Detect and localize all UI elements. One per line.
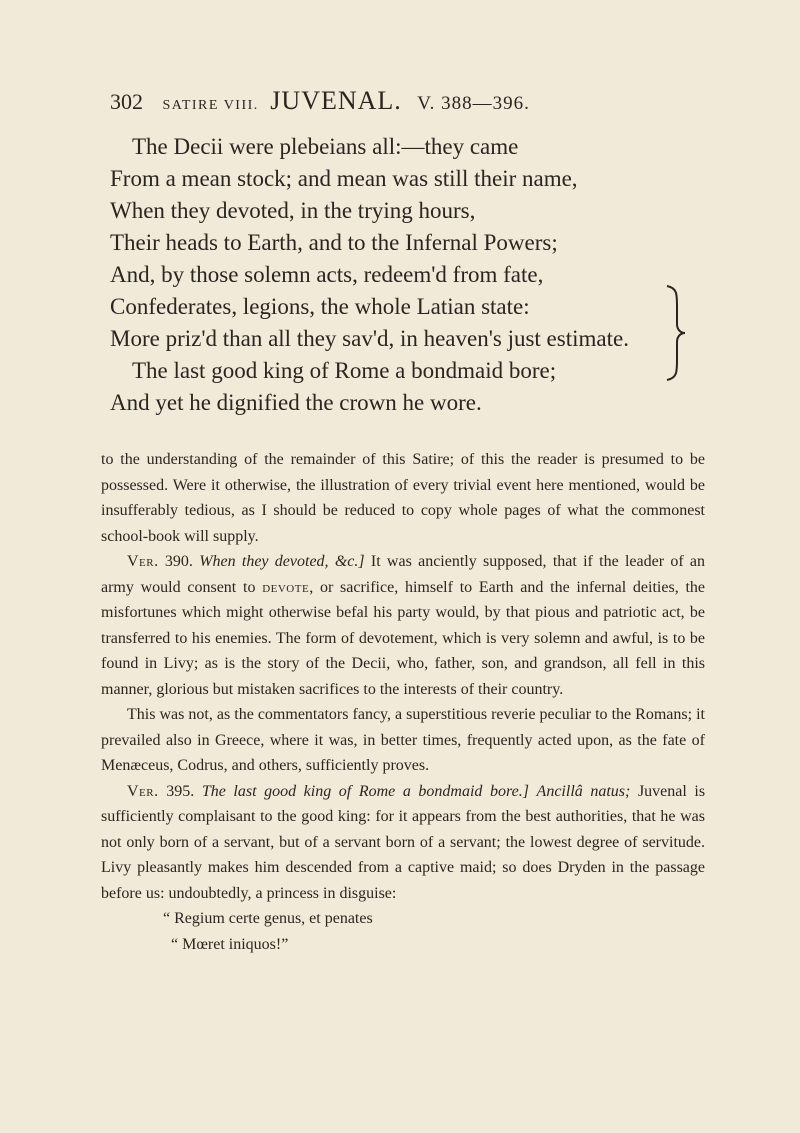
note-paragraph: This was not, as the commentators fancy, a superstitious reverie peculiar to the Romans; it prevailed also in Greece, where it was, in better times, frequently acted upon, as the fate of Menæceus, Codrus, and others, sufficiently proves.	[101, 706, 705, 774]
poem-line: When they devoted, in the trying hours,	[110, 198, 476, 223]
poem-line: And yet he dignified the crown he wore.	[110, 390, 482, 415]
ver-label: Ver.	[127, 553, 159, 570]
note-paragraph: to the understanding of the remainder of this Satire; of this the reader is presumed to be possessed. Were it otherwise, the illustration of every trivial event here mentioned, would be insufferably tedious, as I should be reduced to copy whole pages of what the commonest school-book will supply.	[101, 451, 705, 545]
running-header	[110, 86, 670, 116]
note-text: , or sacrifice, himself to Earth and the infernal deities, the misfortunes which might otherwise befal his party would, by that pious and patriotic act, be transferred to his enemies. The form of devotement, which is very solemn and awful, is to be found in Livy; as is the story of the Decii, who, father, son, and grandson, all fell in this manner, glorious but mistaken sacrifices to the interests of their country.	[101, 578, 705, 698]
author-name: JUVENAL.	[270, 86, 402, 115]
lemma: When they devoted, &c.]	[199, 553, 365, 570]
latin-quote-line: “ Regium certe genus, et penates	[163, 910, 373, 927]
poem-line: And, by those solemn acts, redeem'd from fate,	[110, 262, 544, 287]
note-verse-395	[101, 779, 705, 907]
poem-line: The Decii were plebeians all:—they came	[132, 134, 519, 159]
note-verse-390	[101, 549, 705, 702]
satire-label: SATIRE VIII.	[162, 98, 259, 113]
poem-line: The last good king of Rome a bondmaid bore;	[132, 358, 557, 383]
verse-range: V. 388—396.	[417, 93, 530, 114]
devote-term: devote	[262, 578, 310, 596]
note-text: It was anciently supposed, that if the leader of an army would consent to	[101, 553, 706, 596]
poem-line: More priz'd than all they sav'd, in heaven's just estimate.	[110, 326, 629, 351]
latin-phrase: Ancillâ natus;	[536, 782, 631, 800]
poem-line: From a mean stock; and mean was still their name,	[110, 166, 578, 191]
lemma: The last good king of Rome a bondmaid bore.]	[201, 782, 529, 800]
note-text: Juvenal is sufficiently complaisant to the good king: for it appears from the best authorities, that he was not only born of a servant, but of a servant born of a servant; the lowest degree of servitude. Livy pleasantly makes him descended from a captive maid; so does Dryden in the passage before us: undoubtedly, a princess in disguise:	[101, 782, 706, 902]
page-number: 302	[110, 89, 143, 114]
poem-line: Their heads to Earth, and to the Infernal Powers;	[110, 230, 558, 255]
triplet-brace-icon	[663, 284, 687, 382]
latin-quote-line: “ Mœret iniquos!”	[171, 935, 289, 953]
poem-line: Confederates, legions, the whole Latian state:	[110, 294, 530, 319]
verse-number: 395.	[166, 782, 195, 800]
verse-number: 390.	[164, 553, 193, 570]
ver-label: Ver.	[127, 782, 159, 800]
footnotes	[101, 447, 705, 957]
